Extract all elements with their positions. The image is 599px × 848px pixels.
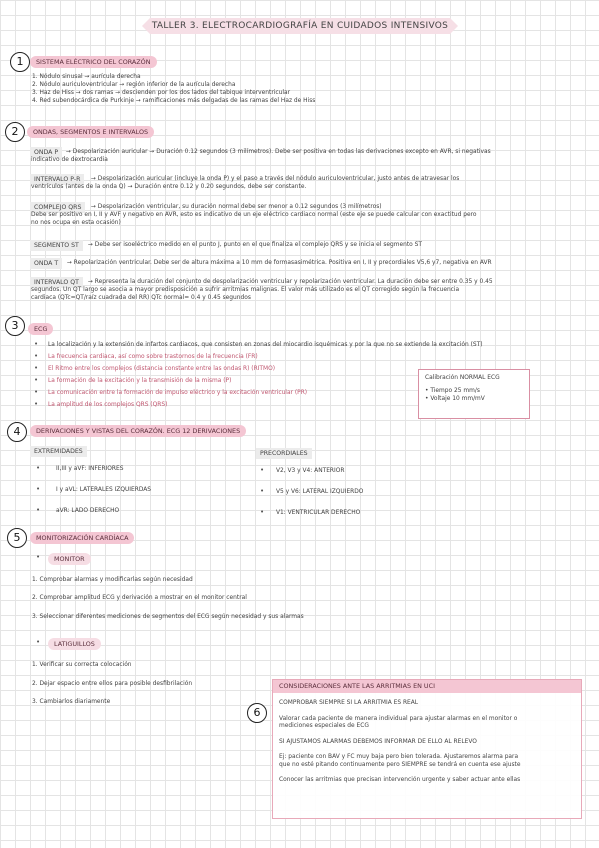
qt-line-3: cardiaca (QTc=QT/raíz cuadrada del RR) QTc normal= 0.4 y 0.45 segundos [31,295,251,301]
calibration-item-1: • Tiempo 25 mm/s [425,388,480,394]
bullet-icon: • [34,376,39,384]
onda-p-line-1: → Despolarización auricular → Duración 0.12 segundos (3 milímetros). Debe ser positiva en todas las derivaciones excepto en AVR, si negativas [66,149,491,155]
section-6-number: 6 [247,703,267,723]
extremidades-item-1: II,III y aVF: INFERIORES [56,466,124,472]
latiguillos-item-3: 3. Cambiarlos diariamente [32,699,111,705]
bullet-icon: • [260,466,265,474]
onda-p-label: ONDA P [30,147,62,158]
section-4-number: 4 [7,422,27,442]
bullet-icon: • [36,638,41,646]
s6-line-3: SI AJUSTAMOS ALARMAS DEBEMOS INFORMAR DE ELLO AL RELEVO [279,738,477,745]
extremidades-item-3: aVR: LADO DERECHO [56,508,120,514]
s3-bullet-1: La localización y la extensión de infartos cardiacos, que consisten en zonas del miocardio isquémicas y por la que no se extiende la excitación (ST) [48,342,483,348]
bullet-icon: • [36,464,41,472]
section-4-heading: DERIVACIONES Y VISTAS DEL CORAZÓN. ECG 12 DERIVACIONES [30,425,246,437]
monitor-chip: MONITOR [48,553,91,565]
s1-item-1: 1. Nódulo sinusal → aurícula derecha [32,74,141,80]
latiguillos-item-2: 2. Dejar espacio entre ellos para posible desfibrilación [32,681,193,687]
section-1-number: 1 [10,52,30,72]
s6-line-1: COMPROBAR SIEMPRE SI LA ARRITMIA ES REAL [279,700,419,706]
st-label: SEGMENTO ST [30,240,83,251]
precordiales-item-3: V1: VENTRICULAR DERECHO [276,510,361,516]
bullet-icon: • [36,506,41,514]
bullet-icon: • [36,485,41,493]
bullet-icon: • [34,364,39,372]
bullet-icon: • [34,352,39,360]
pr-label: INTERVALO P-R [30,174,84,185]
onda-p-line-2: indicativo de dextrocardia [31,157,108,163]
calibration-item-2: • Voltaje 10 mm/mV [425,396,485,402]
bullet-icon: • [34,400,39,408]
calibration-title: Calibración NORMAL ECG [425,375,500,381]
s6-line-2a: Valorar cada paciente de manera individual para ajustar alarmas en el monitor o [279,715,518,722]
calibration-box [418,369,530,419]
latiguillos-item-1: 1. Verificar su correcta colocación [32,662,132,668]
s6-line-2b: mediciones especiales de ECG [279,723,369,729]
s6-line-4a: Ej: paciente con BAV y FC muy baja pero bien tolerada. Ajustaremos alarma para [279,754,519,760]
qrs-line-1: → Despolarización ventricular, su duración normal debe ser menor a 0.12 segundos (3 milímetros) [91,204,382,210]
bullet-icon: • [36,553,41,561]
pr-line-2: ventrículos (antes de la onda Q) → Duración entre 0.12 y 0.20 segundos, debe ser constante. [31,184,307,190]
precordiales-chip: PRECORDIALES [256,448,312,459]
section-3-heading: ECG [28,323,53,335]
s3-bullet-5: La comunicación entre la formación de impulso eléctrico y la excitación ventricular (PR) [48,390,308,396]
s3-bullet-6: La amplitud de los complejos QRS (QRS) [48,402,168,408]
pr-line-1: → Despolarización auricular (incluye la onda P) y el paso a través del nódulo auriculoventricular, justo antes de atravesar los [91,176,460,182]
bullet-icon: • [34,388,39,396]
section-5-number: 5 [7,528,27,548]
arrhythmia-considerations-box [272,679,582,819]
qt-label: INTERVALO QT [30,277,83,288]
qrs-line-3: no nos ocupa en esta ocasión) [31,220,121,226]
t-line-1: → Repolarización ventricular. Debe ser de altura máxima a 10 mm de formasasimétrica. Positiva en I, II y precordiales V5,6 y7, negativa en AVR [67,260,492,266]
s6-line-4b: que no esté pitando continuamente pero SIEMPRE se tendrá en cuenta ese ajuste [279,761,521,768]
latiguillos-chip: LATIGUILLOS [48,638,101,650]
s3-bullet-3: El Ritmo entre los complejos (distancia constante entre las ondas R) (RITMO) [48,366,276,372]
section-6-heading: CONSIDERACIONES ANTE LAS ARRITMIAS EN UCI [273,680,581,693]
s1-item-2: 2. Nódulo auriculoventricular → región inferior de la aurícula derecha [32,82,236,88]
section-1-heading: SISTEMA ELÉCTRICO DEL CORAZÓN [30,56,157,68]
precordiales-item-1: V2, V3 y V4: ANTERIOR [276,468,345,474]
monitor-item-2: 2. Comprobar amplitud ECG y derivación a mostrar en el monitor central [32,595,247,601]
s6-line-5: Conocer las arritmias que precisan intervención urgente y saber actuar ante ellas [279,777,521,783]
section-5-heading: MONITORIZACIÓN CARDÍACA [30,532,134,544]
monitor-item-3: 3. Seleccionar diferentes mediciones de segmentos del ECG según necesidad y sus alarmas [32,614,304,620]
precordiales-item-2: V5 y V6: LATERAL IZQUIERDO [276,489,364,495]
qt-line-1: → Representa la duración del conjunto de despolarización ventricular y repolarización ventricular. La duración debe ser entre 0.35 y 0.45 [88,279,493,285]
monitor-item-1: 1. Comprobar alarmas y modificarlas según necesidad [32,577,193,583]
page-title: TALLER 3. ELECTROCARDIOGRAFÍA EN CUIDADOS INTENSIVOS [150,18,450,34]
qt-line-2: segundos. Un QT largo se asocia a mayor predisposición a sufrir arritmias malignas. El valor más utilizado es el QT corregido según la frecuencia [31,287,460,293]
s3-bullet-4: La formación de la excitación y la transmisión de la misma (P) [48,378,232,384]
s1-item-3: 3. Haz de Hiss → dos ramas → descienden por los dos lados del tabique interventricular [32,90,291,96]
section-3-number: 3 [5,316,25,336]
section-2-number: 2 [5,122,25,142]
s1-item-4: 4. Red subendocárdica de Purkinje → ramificaciones más delgadas de las ramas del Haz de Hiss [32,98,316,104]
bullet-icon: • [34,340,39,348]
s3-bullet-2: La frecuencia cardiaca, así como sobre trastornos de la frecuencia (FR) [48,354,258,360]
extremidades-chip: EXTREMIDADES [30,446,87,457]
bullet-icon: • [260,487,265,495]
bullet-icon: • [260,508,265,516]
qrs-label: COMPLEJO QRS [30,202,85,213]
qrs-line-2: Debe ser positivo en I, II y AVF y negativo en AVR, esto es indicativo de un eje eléctrico cardiaco normal (este eje se puede calcular con exactitud pero [31,212,477,218]
t-label: ONDA T [30,258,62,269]
section-2-heading: ONDAS, SEGMENTOS E INTERVALOS [27,126,154,138]
extremidades-item-2: I y aVL: LATERALES IZQUIERDAS [56,487,152,493]
st-line-1: → Debe ser isoeléctrico medido en el punto J, punto en el que finaliza el complejo QRS y se inicia el segmento ST [88,242,422,248]
